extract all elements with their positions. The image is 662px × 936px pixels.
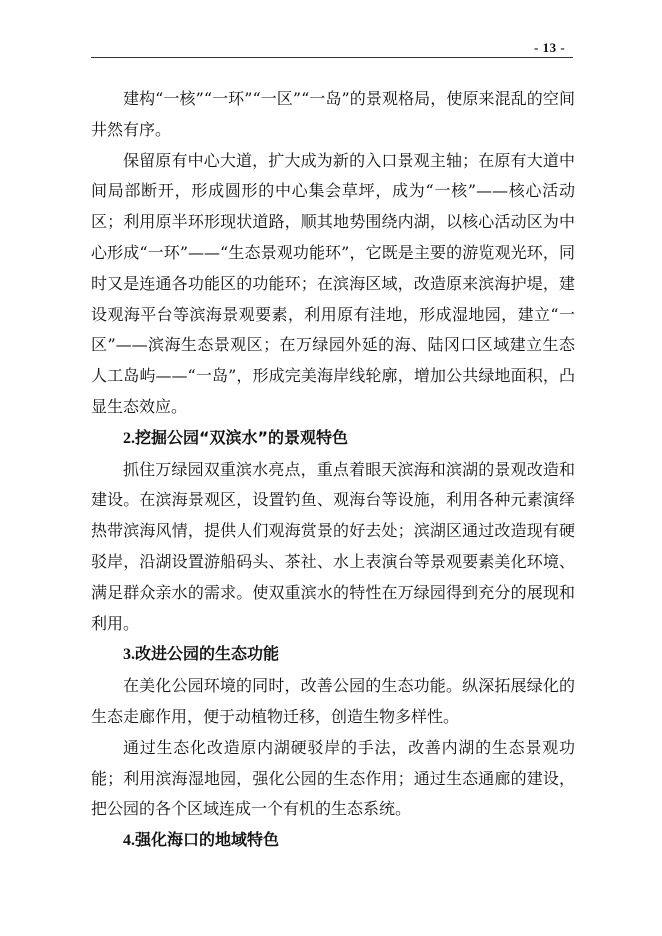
- paragraph: 在美化公园环境的同时，改善公园的生态功能。纵深拓展绿化的生态走廊作用，便于动植物迁移，创造生物多样性。: [91, 676, 575, 726]
- header-rule: [91, 57, 573, 58]
- section-heading-text: 挖掘公园“双滨水”的景观特色: [135, 427, 349, 447]
- page-number: - 13 -: [534, 40, 566, 55]
- paragraph: 抓住万绿园双重滨水亮点，重点着眼天滨海和滨湖的景观改造和建设。在滨海景观区，设置钓鱼、观海台等设施，利用各种元素演绎热带滨海风情，提供人们观海赏景的好去处；滨湖区通过改造现有硬驳岸，沿湖设置游船码头、茶社、水上表演台等景观要素美化环境、满足群众亲水的需求。使双重滨水的特性在万绿园得到充分的展现和利用。: [91, 459, 575, 633]
- paragraph: 保留原有中心大道，扩大成为新的入口景观主轴；在原有大道中间局部断开，形成圆形的中心集会草坪，成为“一核”——核心活动区；利用原半环形现状道路，顺其地势围绕内湖，以核心活动区为中心形成“一环”——“生态景观功能环”，它既是主要的游览观光环，同时又是连通各功能区的功能环；在滨海区域，改造原来滨海护堤，建设观海平台等滨海景观要素，利用原有洼地，形成湿地园，建立“一区”——滨海生态景观区；在万绿园外延的海、陆冈口区域建立生态人工岛屿——“一岛”，形成完美海岸线轮廓，增加公共绿地面积，凸显生态效应。: [91, 150, 575, 416]
- paragraph: 通过生态化改造原内湖硬驳岸的手法，改善内湖的生态景观功能；利用滨海湿地园，强化公园的生态作用；通过生态通廊的建设，把公园的各个区域连成一个有机的生态系统。: [91, 737, 575, 819]
- section-heading: [91, 639, 575, 671]
- paragraph: 建构“一核”“一环”“一区”“一岛”的景观格局，使原来混乱的空间井然有序。: [91, 89, 575, 139]
- document-body: [91, 84, 575, 857]
- section-number: 4.: [123, 832, 135, 850]
- section-number: 2.: [123, 429, 135, 447]
- section-heading: [91, 825, 575, 857]
- section-number: 3.: [123, 646, 135, 664]
- section-heading: [91, 423, 575, 455]
- section-heading-text: 强化海口的地域特色: [135, 830, 280, 850]
- section-heading-text: 改进公园的生态功能: [135, 644, 280, 664]
